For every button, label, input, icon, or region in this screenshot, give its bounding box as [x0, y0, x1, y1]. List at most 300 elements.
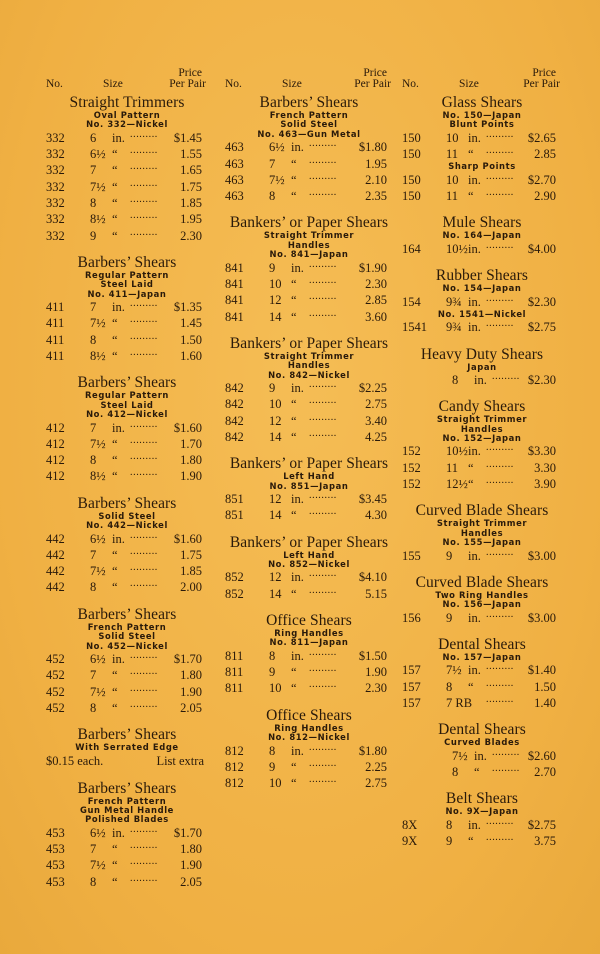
section-subtitle: No. 463—Gun Metal: [257, 128, 361, 139]
item-unit: “: [291, 293, 297, 308]
item-size: 10½: [446, 241, 468, 256]
section-subtitle: No. 152—Japan: [442, 433, 522, 444]
price-row: [402, 443, 562, 459]
shear-section: [46, 780, 208, 890]
item-price: 2.85: [365, 293, 387, 308]
item-number: 155: [402, 548, 421, 563]
item-size: 8: [90, 580, 97, 595]
price-row: [46, 684, 208, 700]
item-unit: in.: [468, 294, 481, 309]
item-unit: in.: [112, 420, 125, 435]
item-price: $3.45: [358, 492, 387, 507]
item-size: 14: [269, 508, 282, 523]
item-size: 9: [269, 260, 276, 275]
section-subtitle: Regular Pattern: [85, 390, 169, 401]
item-number: 157: [402, 695, 421, 710]
item-size: 8: [446, 817, 453, 832]
item-size: 7: [269, 156, 276, 171]
item-size: 7½: [446, 663, 462, 678]
item-price: $1.90: [358, 260, 387, 275]
item-number: 332: [46, 163, 65, 178]
item-price: 2.05: [180, 700, 202, 715]
section-title: Barbers’ Shears: [77, 494, 177, 512]
item-number: 463: [225, 156, 244, 171]
section-title: Barbers’ Shears: [259, 94, 359, 111]
header-no: No.: [402, 78, 419, 90]
item-number: 812: [225, 743, 244, 758]
section-title: Heavy Duty Shears: [420, 345, 544, 363]
leader-dots: .........: [486, 546, 514, 558]
price-row: [46, 228, 208, 244]
item-price: $4.10: [358, 570, 387, 585]
section-subtitle: Solid Steel: [98, 510, 156, 521]
header-price: Price: [363, 67, 387, 79]
leader-dots: .........: [309, 757, 337, 769]
price-row: [402, 662, 562, 678]
price-row: [402, 764, 562, 780]
section-subtitle: No. 452—Nickel: [86, 640, 168, 651]
header-size: Size: [459, 78, 479, 90]
item-size: 10: [269, 276, 282, 291]
section-title: Rubber Shears: [435, 267, 529, 285]
item-size: 7½: [90, 436, 106, 451]
item-size: 7: [90, 163, 97, 178]
item-number: 412: [46, 436, 65, 451]
item-unit: “: [291, 759, 297, 774]
leader-dots: .........: [130, 434, 158, 446]
leader-dots: .........: [486, 458, 514, 470]
shear-section: [225, 335, 393, 445]
item-unit: “: [291, 276, 297, 291]
item-number: 154: [402, 294, 421, 309]
leader-dots: .........: [309, 490, 337, 502]
item-size: 7½: [90, 564, 106, 579]
section-subtitle: No. 9X—Japan: [445, 806, 519, 817]
item-price: 1.95: [180, 212, 202, 227]
section-subtitle: No. 852—Nickel: [268, 559, 350, 570]
leader-dots: .........: [486, 608, 514, 620]
item-number: 157: [402, 663, 421, 678]
section-title: Dental Shears: [438, 721, 526, 739]
header-price: Price: [178, 67, 202, 79]
item-price: $4.00: [527, 241, 556, 256]
item-unit: in.: [112, 300, 125, 315]
item-size: 14: [269, 309, 282, 324]
item-unit: in.: [291, 381, 304, 396]
item-price: $3.00: [527, 548, 556, 563]
item-unit: “: [112, 842, 118, 857]
item-number: 442: [46, 531, 65, 546]
item-unit: in.: [112, 825, 125, 840]
item-size: 8½: [90, 349, 106, 363]
item-number: 463: [225, 172, 244, 187]
section-subtitle: Steel Laid: [100, 399, 154, 410]
leader-dots: .........: [309, 307, 337, 319]
section-title: Curved Blade Shears: [415, 573, 549, 591]
section-subtitle: Ring Handles: [274, 722, 344, 733]
shear-section: [402, 502, 562, 564]
section-title: Mule Shears: [442, 214, 522, 232]
item-price: 3.40: [365, 413, 387, 428]
item-price: $1.50: [358, 648, 387, 663]
section-subtitle: Straight Trimmer: [436, 518, 528, 529]
price-row: [402, 372, 562, 388]
section-subtitle: Gun Metal Handle: [80, 804, 174, 815]
item-unit: “: [291, 508, 297, 523]
section-title: Bankers’ or Paper Shears: [229, 455, 389, 473]
section-subtitle: French Pattern: [87, 621, 167, 632]
shear-section: [225, 214, 393, 324]
item-unit: “: [291, 156, 297, 171]
price-row: [46, 179, 208, 195]
leader-dots: .........: [130, 872, 158, 884]
leader-dots: .........: [130, 161, 158, 173]
item-size: 9: [446, 610, 453, 625]
section-subtitle: No. 411—Japan: [87, 288, 167, 299]
leader-dots: .........: [309, 679, 337, 691]
leader-dots: .........: [309, 170, 337, 182]
item-number: 152: [402, 460, 421, 475]
item-unit: in.: [291, 140, 304, 155]
leader-dots: .........: [130, 578, 158, 590]
item-unit: “: [112, 700, 118, 715]
item-size: 9: [269, 759, 276, 774]
leader-dots: .........: [309, 506, 337, 518]
item-price: 1.85: [180, 564, 202, 579]
section-title: Office Shears: [266, 612, 352, 630]
item-number: 332: [46, 196, 65, 210]
item-price: 3.90: [534, 477, 556, 492]
item-number: 842: [225, 413, 244, 428]
price-row: [46, 841, 208, 857]
leader-dots: .........: [130, 529, 158, 541]
item-size: 9: [446, 548, 453, 563]
item-price: 2.00: [180, 580, 202, 595]
item-unit: “: [291, 189, 297, 204]
item-number: 452: [46, 700, 65, 715]
section-subtitle: Solid Steel: [280, 119, 338, 130]
section-subtitle: Japan: [467, 361, 497, 372]
item-size: 12: [269, 293, 282, 308]
price-row: [46, 563, 208, 579]
item-size: 10: [269, 397, 282, 412]
leader-dots: .........: [130, 210, 158, 222]
item-unit: “: [291, 586, 297, 601]
item-price: $1.35: [173, 300, 202, 315]
item-size: 9: [90, 228, 97, 243]
section-subtitle: Straight Trimmer: [263, 230, 355, 241]
item-price: $2.70: [527, 172, 556, 187]
section-subtitle: Ring Handles: [274, 628, 344, 639]
item-unit: “: [112, 332, 118, 347]
item-size: 8½: [90, 212, 106, 227]
item-price: 1.50: [534, 679, 556, 694]
shear-section: [46, 606, 208, 716]
item-size: 11: [446, 460, 459, 475]
item-unit: in.: [291, 260, 304, 275]
item-size: 10: [269, 681, 282, 696]
section-subtitle: Handles: [287, 360, 331, 371]
item-price: 1.50: [180, 332, 202, 347]
section-title: Barbers’ Shears: [77, 374, 177, 392]
section-subtitle: No. 332—Nickel: [86, 119, 168, 130]
leader-dots: .........: [486, 661, 514, 673]
item-number: 332: [46, 130, 65, 145]
item-unit: in.: [474, 748, 487, 763]
item-price: 1.90: [180, 469, 202, 484]
item-unit: “: [468, 460, 474, 475]
item-unit: “: [291, 397, 297, 412]
item-unit: “: [112, 564, 118, 579]
item-number: 453: [46, 858, 65, 873]
item-size: 9¾: [446, 320, 462, 335]
section-subtitle: No. 155—Japan: [442, 537, 522, 548]
item-price: $2.25: [358, 381, 387, 396]
item-number: 812: [225, 776, 244, 791]
price-row: [46, 651, 208, 667]
item-number: 412: [46, 469, 65, 484]
section-subtitle: No. 442—Nickel: [86, 520, 168, 531]
leader-dots: .........: [486, 831, 514, 843]
item-number: 332: [46, 228, 65, 243]
item-price: 1.60: [180, 349, 202, 363]
item-price: 1.90: [180, 684, 202, 699]
item-unit: “: [112, 453, 118, 468]
section-subtitle: No. 851—Japan: [269, 480, 349, 491]
section-title: Dental Shears: [438, 635, 526, 653]
item-size: 6½: [90, 651, 106, 666]
item-number: 164: [402, 241, 421, 256]
item-unit: in.: [468, 663, 481, 678]
leader-dots: .........: [486, 170, 514, 182]
leader-dots: .........: [309, 379, 337, 391]
shear-section: [402, 398, 562, 492]
price-row: [225, 507, 393, 523]
price-row: [225, 586, 393, 602]
section-subtitle: Straight Trimmer: [436, 414, 528, 425]
item-size: 7½: [90, 858, 106, 873]
item-unit: in.: [112, 651, 125, 666]
item-price: 2.05: [180, 874, 202, 889]
item-unit: in.: [112, 130, 125, 145]
section-title: Belt Shears: [445, 790, 519, 808]
item-number: 452: [46, 651, 65, 666]
item-price: $1.80: [358, 743, 387, 758]
item-unit: in.: [468, 817, 481, 832]
price-row: [225, 680, 393, 696]
section-subtitle: No. 164—Japan: [442, 230, 522, 241]
header-no: No.: [225, 78, 242, 90]
item-size: 9¾: [446, 294, 462, 309]
item-size: 7 RB: [446, 695, 473, 710]
section-title: Straight Trimmers: [69, 94, 185, 111]
item-size: 7: [90, 547, 97, 562]
price-row: [402, 294, 562, 310]
section-subtitle: No. 150—Japan: [442, 110, 522, 120]
price-row: [402, 817, 562, 833]
item-price: $2.75: [527, 817, 556, 832]
item-price: 4.25: [365, 429, 387, 444]
leader-dots: .........: [130, 649, 158, 661]
item-number: 841: [225, 260, 244, 275]
item-price: 2.30: [365, 681, 387, 696]
item-price: 1.90: [365, 665, 387, 680]
item-price: 1.45: [180, 316, 202, 331]
price-row: [46, 436, 208, 452]
item-unit: “: [112, 874, 118, 889]
section-title: Barbers’ Shears: [77, 605, 177, 623]
item-size: 9: [446, 833, 453, 848]
section-subtitle: No. 157—Japan: [442, 651, 522, 662]
item-price: 2.90: [534, 189, 556, 204]
shear-section: [402, 267, 562, 335]
item-price: $1.60: [173, 531, 202, 546]
leader-dots: .........: [130, 298, 158, 310]
section-subtitle: Sharp Points: [448, 161, 516, 172]
item-unit: in.: [291, 492, 304, 507]
leader-dots: .........: [130, 545, 158, 557]
leader-dots: .........: [492, 762, 520, 774]
shear-section: [225, 534, 393, 602]
price-row: [46, 299, 208, 315]
price-row: [402, 172, 562, 188]
item-number: 852: [225, 586, 244, 601]
item-unit: “: [468, 147, 474, 162]
item-price: 1.80: [180, 668, 202, 683]
item-number: 411: [46, 349, 65, 363]
note-extra: List extra: [156, 753, 204, 768]
section-title: Glass Shears: [441, 94, 523, 111]
section-subtitle: Handles: [460, 527, 504, 538]
item-price: $1.45: [173, 130, 202, 145]
item-size: 8: [90, 700, 97, 715]
item-number: 453: [46, 842, 65, 857]
shear-section: [225, 612, 393, 697]
item-unit: in.: [468, 444, 481, 459]
item-unit: “: [112, 668, 118, 683]
item-unit: “: [474, 764, 480, 779]
item-size: 7½: [452, 748, 468, 763]
section-subtitle: Handles: [287, 239, 331, 250]
leader-dots: .........: [486, 145, 514, 157]
price-row: [225, 188, 393, 204]
shear-section: [402, 346, 562, 389]
item-size: 8: [452, 764, 459, 779]
leader-dots: .........: [130, 128, 158, 140]
item-unit: “: [112, 469, 118, 484]
item-size: 12: [269, 570, 282, 585]
item-number: 842: [225, 381, 244, 396]
leader-dots: .........: [309, 138, 337, 150]
item-size: 12: [269, 492, 282, 507]
item-size: 8: [269, 743, 276, 758]
item-size: 8: [269, 189, 276, 204]
item-number: 9X: [402, 833, 418, 848]
item-price: $1.70: [173, 825, 202, 840]
shear-section: [402, 636, 562, 711]
price-row: [46, 348, 208, 364]
column-header: [225, 68, 393, 90]
leader-dots: .........: [486, 318, 514, 330]
item-price: $2.60: [527, 748, 556, 763]
item-size: 7½: [90, 684, 106, 699]
section-title: Barbers’ Shears: [77, 253, 177, 271]
item-number: 442: [46, 547, 65, 562]
item-unit: “: [291, 172, 297, 187]
item-number: 411: [46, 316, 65, 331]
leader-dots: .........: [486, 677, 514, 689]
item-unit: in.: [468, 172, 481, 187]
section-title: Office Shears: [266, 706, 352, 724]
item-price: 2.35: [365, 189, 387, 204]
shear-section: [402, 214, 562, 257]
item-unit: “: [112, 349, 118, 363]
shear-section: [46, 254, 208, 364]
item-unit: in.: [468, 610, 481, 625]
price-row: [46, 579, 208, 595]
item-number: 463: [225, 140, 244, 155]
leader-dots: .........: [486, 693, 514, 705]
item-unit: in.: [291, 743, 304, 758]
price-row: [402, 319, 562, 335]
section-title: Bankers’ or Paper Shears: [229, 214, 389, 232]
item-unit: in.: [112, 531, 125, 546]
item-number: 412: [46, 420, 65, 435]
item-number: 442: [46, 580, 65, 595]
note-price: $0.15 each.: [46, 753, 104, 768]
item-price: 2.25: [365, 759, 387, 774]
price-row: [402, 610, 562, 626]
item-price: 2.30: [180, 228, 202, 243]
shear-section: [402, 721, 562, 780]
leader-dots: .........: [130, 562, 158, 574]
item-unit: “: [112, 196, 118, 210]
price-row: [402, 833, 562, 849]
item-price: 2.10: [365, 172, 387, 187]
leader-dots: .........: [486, 128, 514, 140]
price-row: [46, 332, 208, 348]
item-size: 7: [90, 668, 97, 683]
item-number: 412: [46, 453, 65, 468]
item-number: 811: [225, 681, 244, 696]
item-price: $2.30: [527, 294, 556, 309]
item-size: 6½: [90, 147, 106, 162]
price-row: [402, 748, 562, 764]
price-row: [46, 452, 208, 468]
item-price: 1.95: [365, 156, 387, 171]
leader-dots: .........: [309, 568, 337, 580]
item-price: 2.30: [365, 276, 387, 291]
price-row: [46, 211, 208, 227]
item-price: 1.55: [180, 147, 202, 162]
shear-section: [46, 374, 208, 484]
price-note: [46, 753, 208, 770]
item-size: 12: [269, 413, 282, 428]
price-row: [46, 315, 208, 331]
price-row: [225, 429, 393, 445]
price-row: [402, 695, 562, 711]
item-number: 452: [46, 684, 65, 699]
item-number: 842: [225, 397, 244, 412]
price-row: [402, 476, 562, 492]
section-subtitle: No. 1541—Nickel: [437, 308, 527, 319]
item-size: 7½: [269, 172, 285, 187]
item-number: 453: [46, 874, 65, 889]
item-price: 1.40: [534, 695, 556, 710]
header-per-pair: Per Pair: [169, 78, 206, 90]
section-subtitle: No. 841—Japan: [269, 249, 349, 260]
leader-dots: .........: [492, 746, 520, 758]
